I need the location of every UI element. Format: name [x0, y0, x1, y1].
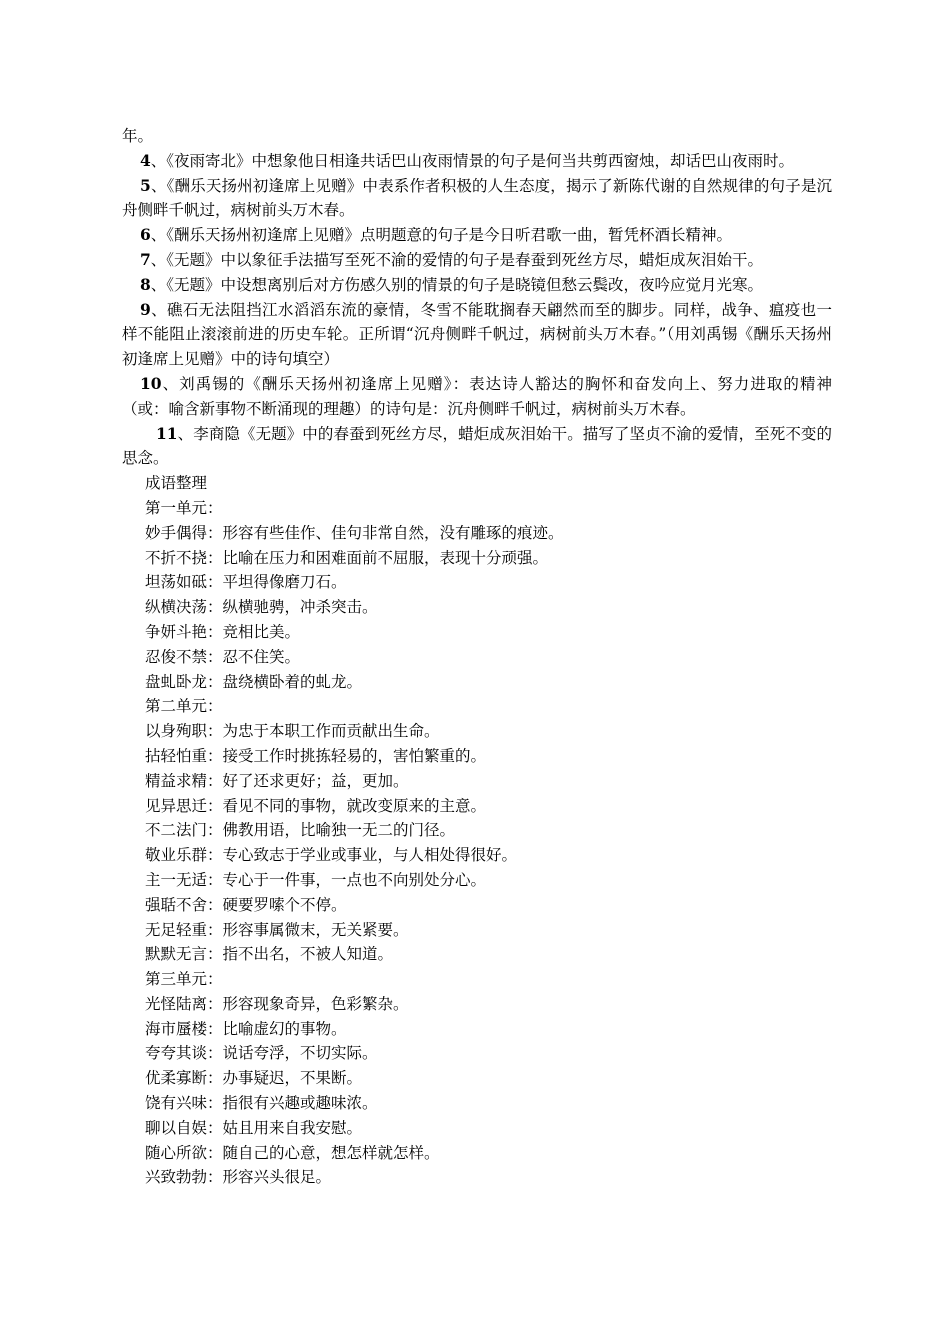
poem-item-number: 7	[140, 249, 151, 269]
poem-item	[122, 273, 832, 298]
intro-tail: 年。	[122, 127, 154, 145]
poem-item-number: 9	[140, 299, 151, 319]
poem-item	[122, 422, 832, 472]
idiom-entry: 海市蜃楼：比喻虚幻的事物。	[145, 1019, 347, 1038]
idiom-entry: 兴致勃勃：形容兴头很足。	[145, 1168, 332, 1187]
poem-item-text: 、《无题》中以象征手法描写至死不渝的爱情的句子是春蚕到死丝方尽，蜡炬成灰泪始干。	[150, 250, 764, 269]
poem-item-number: 8	[140, 274, 151, 294]
idiom-entry: 随心所欲：随自己的心意，想怎样就怎样。	[145, 1143, 440, 1162]
poem-item	[122, 298, 832, 372]
idiom-entry: 夸夸其谈：说话夸浮，不切实际。	[145, 1044, 378, 1063]
unit-heading: 第二单元：	[145, 697, 223, 716]
poem-item	[122, 149, 832, 174]
idiom-entry: 敬业乐群：专心致志于学业或事业，与人相处得很好。	[145, 846, 518, 865]
idiom-units	[122, 496, 832, 1190]
poem-item	[122, 372, 832, 422]
poem-item	[122, 248, 832, 273]
idiom-entry: 坦荡如砥：平坦得像磨刀石。	[145, 573, 347, 592]
idiom-entry: 优柔寡断：办事疑迟，不果断。	[145, 1069, 363, 1088]
idiom-entry: 不二法门：佛教用语，比喻独一无二的门径。	[145, 821, 456, 840]
poem-item-text: 、礁石无法阻挡江水滔滔东流的豪情，冬雪不能耽搁春天翩然而至的脚步。同样，战争、瘟疫也一样不能阻止滚滚前进的历史车轮。正所谓“沉舟侧畔千帆过，病树前头万木春。”（用刘禹锡《酬乐天扬州初逢席上见赠》中的诗句填空）	[122, 300, 832, 369]
idiom-entry: 盘虬卧龙：盘绕横卧着的虬龙。	[145, 672, 363, 691]
idiom-entry: 聊以自娱：姑且用来自我安慰。	[145, 1118, 363, 1137]
idiom-entry: 纵横决荡：纵横驰骋，冲杀突击。	[145, 598, 378, 617]
poem-item-number: 4	[140, 150, 151, 170]
poem-item-text: 、李商隐《无题》中的春蚕到死丝方尽，蜡炬成灰泪始干。描写了坚贞不渝的爱情，至死不变的思念。	[122, 424, 832, 468]
idiom-entry: 光怪陆离：形容现象奇异，色彩繁杂。	[145, 994, 409, 1013]
idiom-section-title: 成语整理	[145, 474, 208, 493]
idiom-entry: 不折不挠：比喻在压力和困难面前不屈服，表现十分顽强。	[145, 548, 549, 567]
poem-item-text: 、《酬乐天扬州初逢席上见赠》中表系作者积极的人生态度，揭示了新陈代谢的自然规律的句子是沉舟侧畔千帆过，病树前头万木春。	[122, 176, 832, 220]
poem-item	[122, 174, 832, 224]
poem-item-number: 11	[156, 423, 178, 443]
idiom-entry: 妙手偶得：形容有些佳作、佳句非常自然，没有雕琢的痕迹。	[145, 523, 564, 542]
poem-item-number: 6	[140, 225, 151, 245]
idiom-entry: 精益求精：好了还求更好；益，更加。	[145, 771, 409, 790]
idiom-entry: 忍俊不禁：忍不住笑。	[145, 647, 301, 666]
idiom-entry: 默默无言：指不出名，不被人知道。	[145, 945, 394, 964]
document-page	[122, 124, 832, 1190]
poem-item-text: 、《无题》中设想离别后对方伤感久别的情景的句子是晓镜但愁云鬓改，夜吟应觉月光寒。	[150, 275, 764, 294]
idiom-entry: 拈轻怕重：接受工作时挑拣轻易的，害怕繁重的。	[145, 746, 487, 765]
unit-heading: 第三单元：	[145, 970, 223, 989]
idiom-entry: 饶有兴味：指很有兴趣或趣味浓。	[145, 1094, 378, 1113]
poem-item-text: 、《酬乐天扬州初逢席上见赠》点明题意的句子是今日听君歌一曲，暂凭杯酒长精神。	[150, 226, 733, 245]
idiom-entry: 无足轻重：形容事属微末，无关紧要。	[145, 920, 409, 939]
poem-items-list	[122, 149, 832, 471]
unit-heading: 第一单元：	[145, 498, 223, 517]
idiom-entry: 以身殉职：为忠于本职工作而贡献出生命。	[145, 722, 440, 741]
poem-item-text: 、《夜雨寄北》中想象他日相逢共话巴山夜雨情景的句子是何当共剪西窗烛，却话巴山夜雨时。	[150, 151, 795, 170]
poem-item-text: 、刘禹锡的《酬乐天扬州初逢席上见赠》：表达诗人豁达的胸怀和奋发向上、努力进取的精神（或：喻含新事物不断涌现的理趣）的诗句是：沉舟侧畔千帆过，病树前头万木春。	[122, 374, 832, 418]
poem-item	[122, 223, 832, 248]
poem-item-number: 10	[140, 373, 162, 393]
poem-item-number: 5	[140, 175, 151, 195]
idiom-entry: 强聒不舍：硬要罗嗦个不停。	[145, 895, 347, 914]
idiom-entry: 主一无适：专心于一件事，一点也不向别处分心。	[145, 870, 487, 889]
idiom-entry: 见异思迁：看见不同的事物，就改变原来的主意。	[145, 796, 487, 815]
idiom-entry: 争妍斗艳：竞相比美。	[145, 622, 301, 641]
